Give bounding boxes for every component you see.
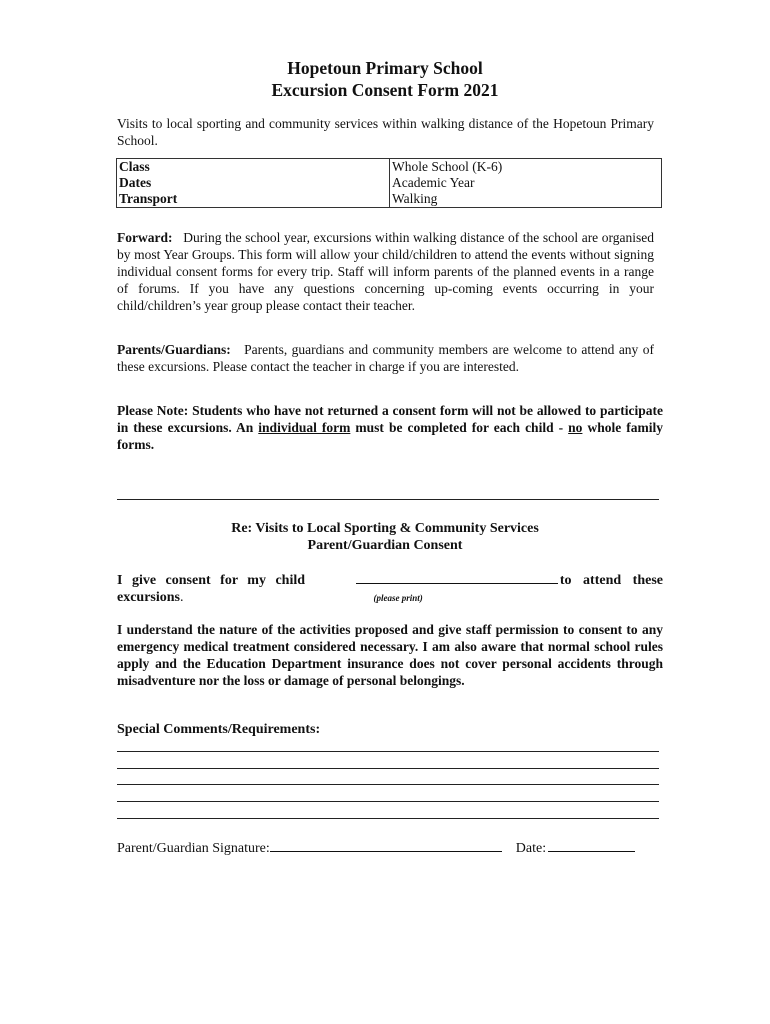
consent-period: . <box>180 590 184 605</box>
intro-text: Visits to local sporting and community services within walking distance of the Hopetoun Primary School. <box>117 116 654 148</box>
note-underline-no: no <box>568 420 583 435</box>
form-title: Excursion Consent Form 2021 <box>271 80 499 100</box>
child-name-field[interactable] <box>356 570 558 584</box>
note-text: Please Note: Students who have not returned a consent form will not be allowed to participate in these excursions. An <box>117 403 663 435</box>
comments-line[interactable] <box>117 801 659 802</box>
forward-label: Forward: <box>117 230 173 245</box>
consent-text-end: to attend these <box>559 573 663 588</box>
section-divider <box>117 499 659 500</box>
table-row <box>117 191 662 208</box>
parents-paragraph <box>117 341 654 375</box>
signature-field[interactable] <box>270 838 502 852</box>
please-print-hint: (please print) <box>373 593 423 603</box>
comments-line[interactable] <box>117 784 659 785</box>
consent-text-start: I give consent for my child <box>117 573 306 588</box>
consent-text-excursions: excursions <box>117 590 180 605</box>
info-label: Dates <box>117 175 390 191</box>
forward-paragraph <box>117 229 654 314</box>
understand-paragraph: I understand the nature of the activities proposed and give staff permission to consent to any emergency medical treatment considered necessary. I am also aware that normal school rules apply and the Education Department insurance does not cover personal accidents through misadventure nor the loss or damage of personal belongings. <box>117 622 663 688</box>
info-label: Transport <box>117 191 390 208</box>
please-note-paragraph <box>117 402 663 453</box>
info-table <box>116 158 662 208</box>
date-field[interactable] <box>548 838 635 852</box>
forward-text: During the school year, excursions within walking distance of the school are organised by most Year Groups. This form will allow your child/children to attend the events without signing individual consent forms for every trip. Staff will inform parents of the planned events in a range of forums. If you have any questions concerning up-coming events occurring in your child/children’s year group please contact their teacher. <box>117 230 655 313</box>
parents-text: Parents, guardians and community members are welcome to attend any of these excursions. Please contact the teacher in charge if you are interested. <box>117 342 654 374</box>
special-comments-label: Special Comments/Requirements: <box>117 722 321 737</box>
note-text: must be completed for each child - <box>350 420 569 435</box>
table-row <box>117 159 662 176</box>
consent-statement <box>117 570 663 607</box>
table-row <box>117 175 662 191</box>
info-value: Walking <box>390 191 662 208</box>
consent-section-subtitle: Parent/Guardian Consent <box>307 538 463 553</box>
signature-label: Parent/Guardian Signature: <box>117 841 270 856</box>
info-label: Class <box>117 159 390 176</box>
signature-row <box>117 838 663 857</box>
note-underline-individual-form: individual form <box>258 420 351 435</box>
consent-section-title: Re: Visits to Local Sporting & Community Services <box>231 521 539 536</box>
school-name: Hopetoun Primary School <box>287 58 483 78</box>
date-label: Date: <box>515 841 547 856</box>
note-text: whole family forms. <box>117 420 663 452</box>
info-value: Whole School (K-6) <box>390 159 662 176</box>
comments-line[interactable] <box>117 818 659 819</box>
comments-line[interactable] <box>117 751 659 752</box>
parents-label: Parents/Guardians: <box>117 342 231 357</box>
info-value: Academic Year <box>390 175 662 191</box>
comments-line[interactable] <box>117 768 659 769</box>
